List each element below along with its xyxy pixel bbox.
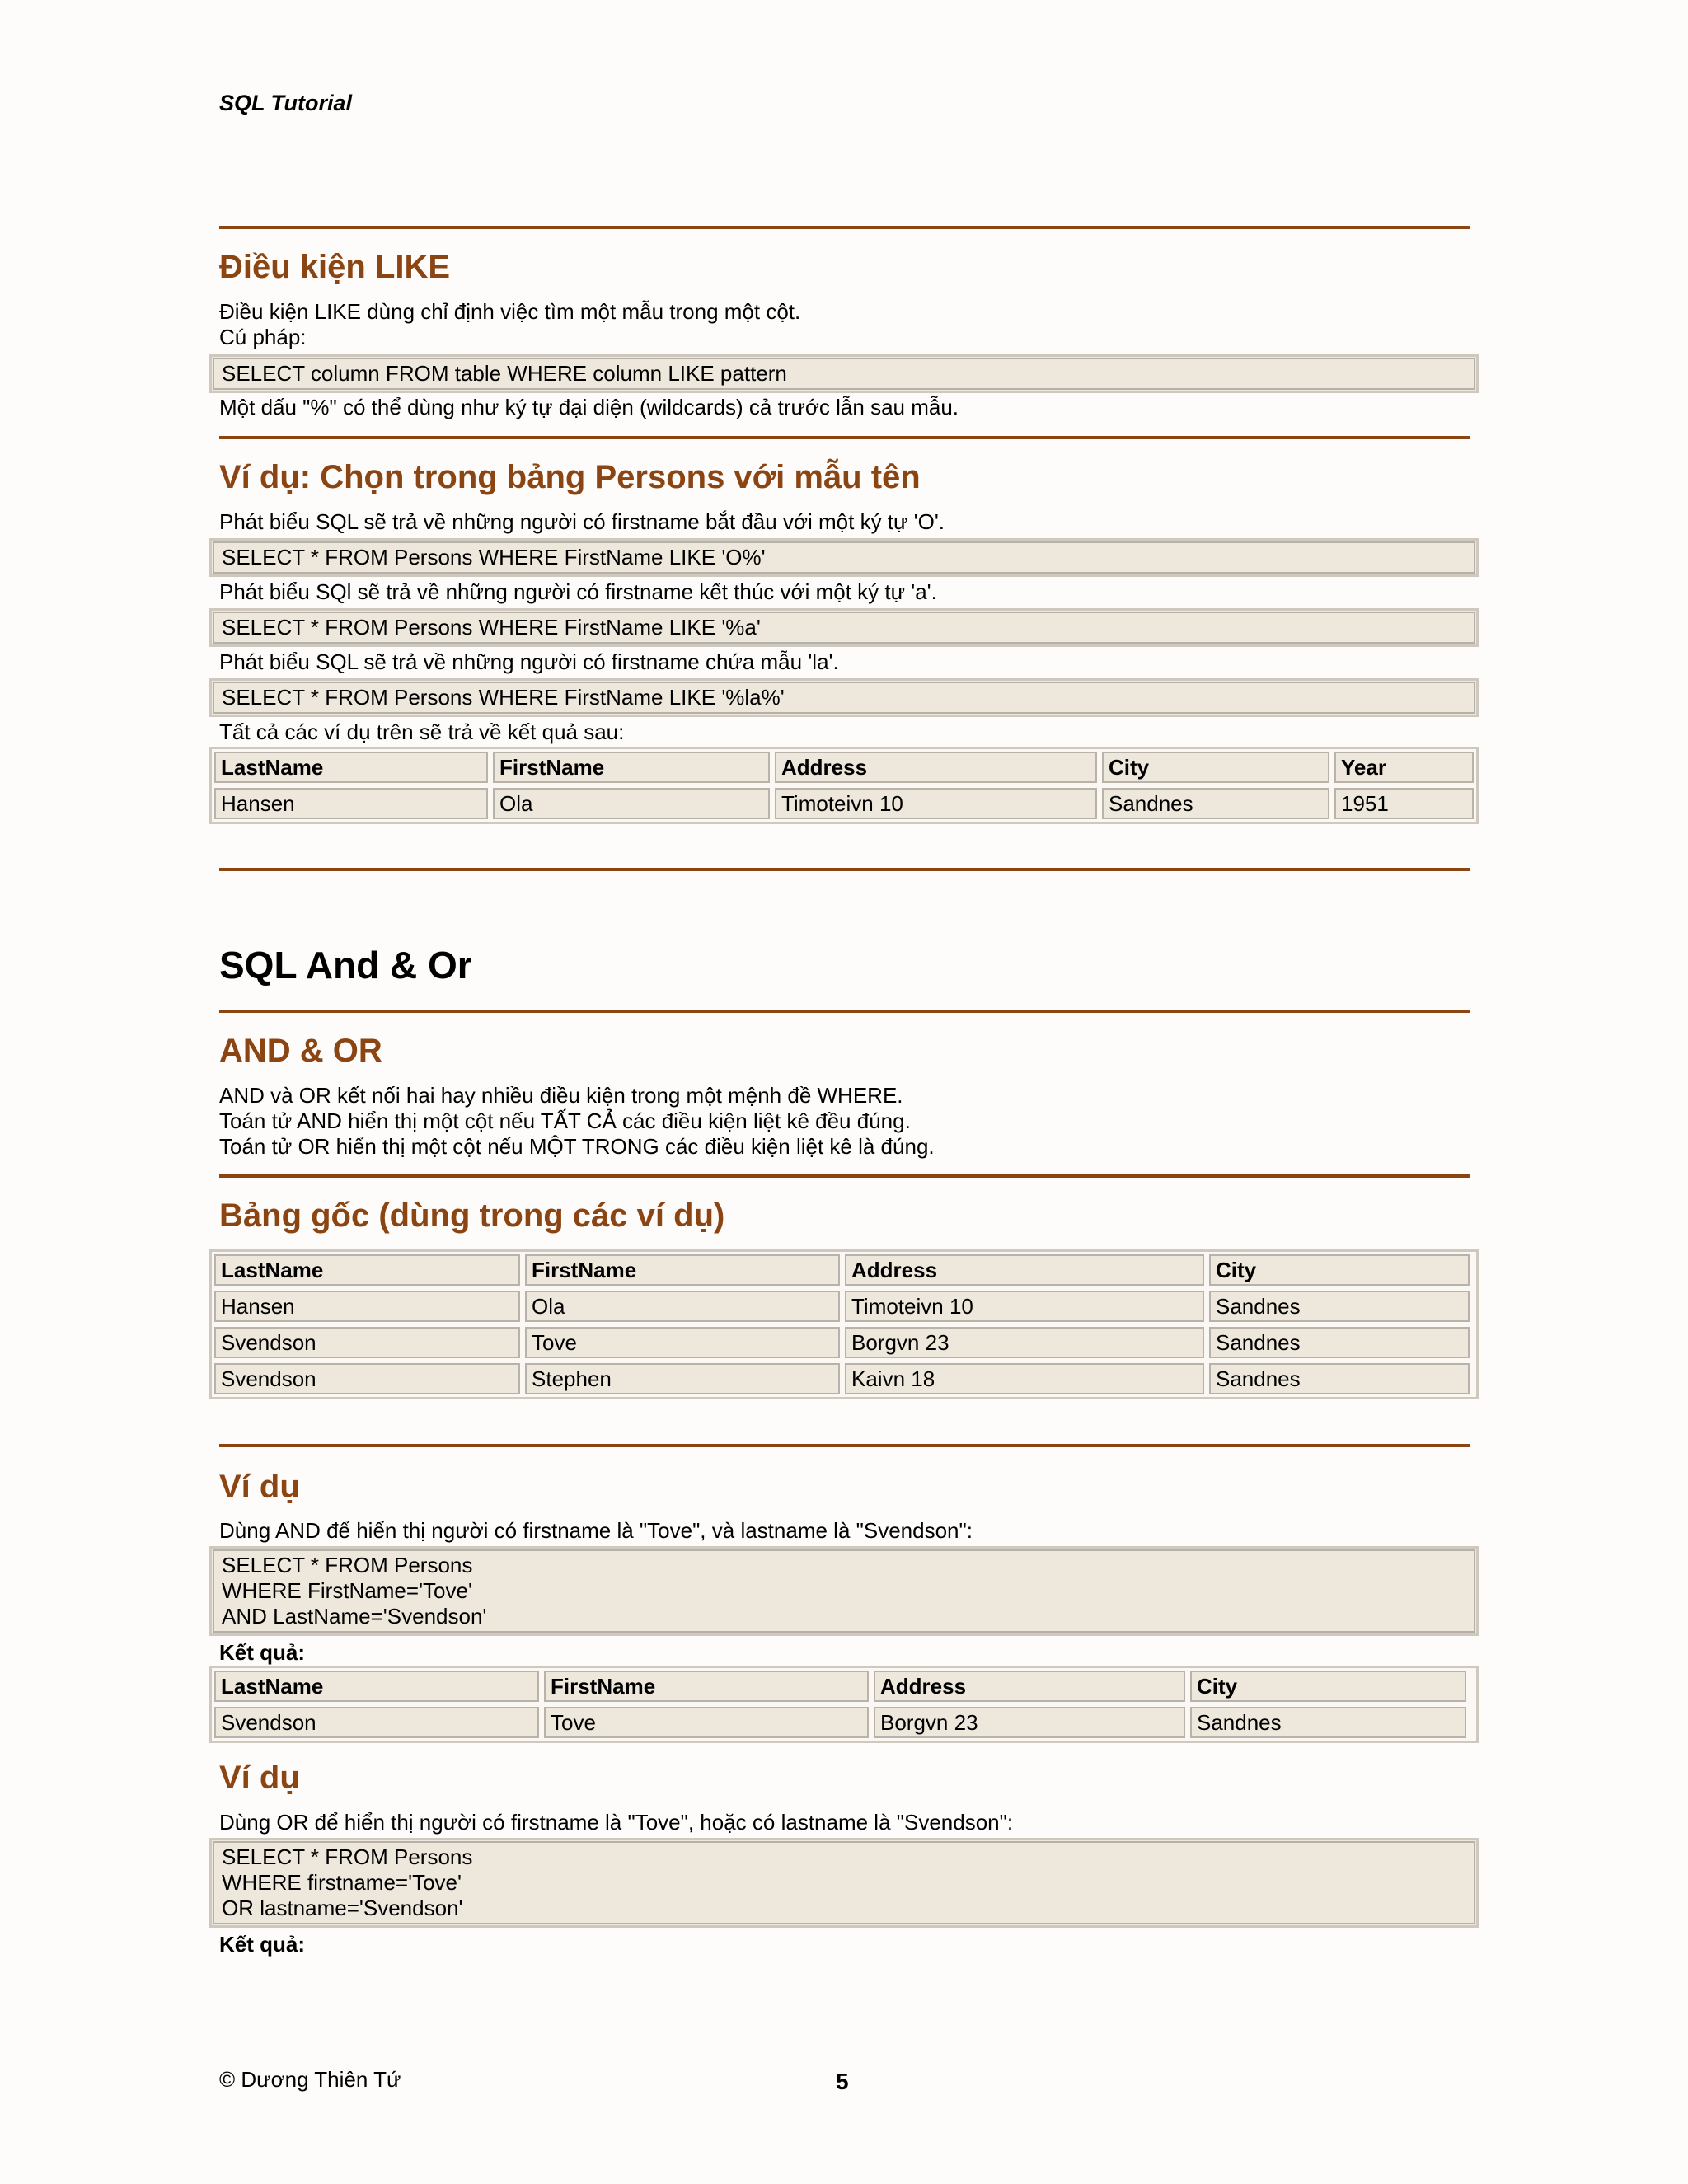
table-header-cell: LastName	[214, 752, 488, 783]
heading-example-or: Ví dụ	[219, 1760, 300, 1796]
table-header-cell: Address	[845, 1254, 1204, 1286]
example-text-3: Phát biểu SQL sẽ trả về những người có firstname chứa mẫu 'la'.	[219, 649, 839, 674]
table-cell: Borgvn 23	[845, 1327, 1204, 1358]
table-cell: Sandnes	[1102, 788, 1329, 819]
table-cell: Sandnes	[1209, 1327, 1470, 1358]
table-cell: Svendson	[214, 1363, 520, 1394]
section-divider	[219, 1174, 1470, 1178]
section-divider	[219, 226, 1470, 229]
footer-copyright: © Dương Thiên Tứ	[219, 2067, 401, 2092]
heading-like: Điều kiện LIKE	[219, 249, 451, 285]
table-header-cell: FirstName	[525, 1254, 840, 1286]
table-header-cell: LastName	[214, 1671, 539, 1702]
heading-and-or: AND & OR	[219, 1033, 382, 1069]
result-label: Kết quả:	[219, 1932, 305, 1957]
table-header-cell: FirstName	[493, 752, 770, 783]
table-header-cell: City	[1209, 1254, 1470, 1286]
table-cell: Sandnes	[1190, 1707, 1466, 1738]
and-or-line-3: Toán tử OR hiển thị một cột nếu MỘT TRONG các điều kiện liệt kê là đúng.	[219, 1134, 935, 1159]
table-header-cell: City	[1102, 752, 1329, 783]
result-label: Kết quả:	[219, 1640, 305, 1665]
table-header-cell: Address	[775, 752, 1097, 783]
table-cell: Sandnes	[1209, 1363, 1470, 1394]
page-number: 5	[836, 2069, 849, 2094]
section-divider	[219, 1444, 1470, 1447]
wildcard-note: Một dấu "%" có thể dùng như ký tự đại diện (wildcards) cả trước lẫn sau mẫu.	[219, 395, 959, 419]
syntax-code-box: SELECT column FROM table WHERE column LIKE pattern	[209, 354, 1479, 393]
table-cell: Tove	[544, 1707, 869, 1738]
table-cell: Hansen	[214, 788, 488, 819]
table-cell: Svendson	[214, 1707, 539, 1738]
table-cell: Stephen	[525, 1363, 840, 1394]
table-cell: Borgvn 23	[874, 1707, 1185, 1738]
table-cell: Sandnes	[1209, 1291, 1470, 1322]
table-header-cell: LastName	[214, 1254, 520, 1286]
and-result-table	[209, 1666, 1479, 1743]
code-box-1: SELECT * FROM Persons WHERE FirstName LIKE 'O%'	[209, 538, 1479, 577]
table-header-cell: Year	[1334, 752, 1474, 783]
table-cell: Ola	[525, 1291, 840, 1322]
section-divider	[219, 436, 1470, 439]
code-box-or: SELECT * FROM Persons WHERE firstname='Tove' OR lastname='Svendson'	[209, 1838, 1479, 1928]
running-header: SQL Tutorial	[219, 91, 353, 115]
table-cell: Tove	[525, 1327, 840, 1358]
code-box-3: SELECT * FROM Persons WHERE FirstName LIKE '%la%'	[209, 678, 1479, 717]
table-header-cell: City	[1190, 1671, 1466, 1702]
chapter-title: SQL And & Or	[219, 944, 472, 987]
example-and-text: Dùng AND để hiển thị người có firstname là "Tove", và lastname là "Svendson":	[219, 1518, 973, 1543]
like-result-table	[209, 747, 1479, 824]
example-text-2: Phát biểu SQl sẽ trả về những người có firstname kết thúc với một ký tự 'a'.	[219, 579, 937, 604]
heading-example-and: Ví dụ	[219, 1469, 300, 1505]
and-or-line-2: Toán tử AND hiển thị một cột nếu TẤT CẢ các điều kiện liệt kê đều đúng.	[219, 1108, 911, 1133]
table-cell: 1951	[1334, 788, 1474, 819]
section-divider	[219, 868, 1470, 871]
and-or-line-1: AND và OR kết nối hai hay nhiều điều kiện trong một mệnh đề WHERE.	[219, 1083, 903, 1108]
table-header-cell: FirstName	[544, 1671, 869, 1702]
table-header-cell: Address	[874, 1671, 1185, 1702]
code-box-2: SELECT * FROM Persons WHERE FirstName LIKE '%a'	[209, 608, 1479, 647]
table-cell: Kaivn 18	[845, 1363, 1204, 1394]
table-cell: Hansen	[214, 1291, 520, 1322]
syntax-label: Cú pháp:	[219, 325, 307, 349]
code-box-and: SELECT * FROM Persons WHERE FirstName='Tove' AND LastName='Svendson'	[209, 1546, 1479, 1636]
example-text-4: Tất cả các ví dụ trên sẽ trả về kết quả sau:	[219, 719, 625, 744]
heading-like-example: Ví dụ: Chọn trong bảng Persons với mẫu tên	[219, 459, 921, 495]
like-description: Điều kiện LIKE dùng chỉ định việc tìm một mẫu trong một cột.	[219, 299, 801, 324]
table-cell: Ola	[493, 788, 770, 819]
table-cell: Svendson	[214, 1327, 520, 1358]
heading-source-table: Bảng gốc (dùng trong các ví dụ)	[219, 1197, 725, 1234]
example-or-text: Dùng OR để hiển thị người có firstname là "Tove", hoặc có lastname là "Svendson":	[219, 1810, 1014, 1835]
section-divider	[219, 1010, 1470, 1013]
example-text-1: Phát biểu SQL sẽ trả về những người có firstname bắt đầu với một ký tự 'O'.	[219, 509, 945, 534]
source-table	[209, 1249, 1479, 1399]
table-cell: Timoteivn 10	[775, 788, 1097, 819]
table-cell: Timoteivn 10	[845, 1291, 1204, 1322]
